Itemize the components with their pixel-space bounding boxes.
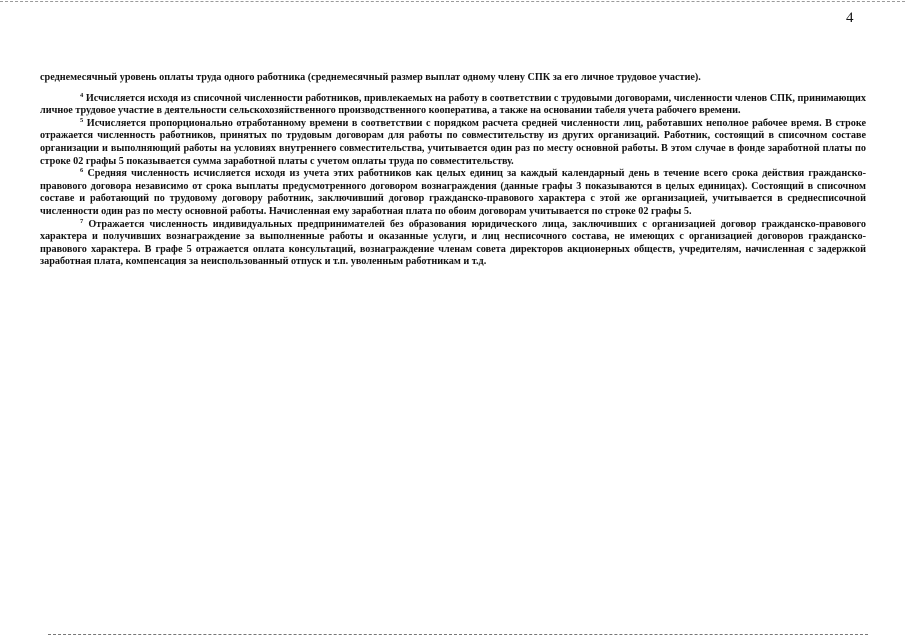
footnote-marker: 4 — [80, 91, 84, 99]
scan-edge-top — [0, 1, 905, 2]
footnote-marker: 7 — [80, 217, 84, 225]
footnote-4 — [40, 93, 866, 118]
paragraph-continuation — [40, 72, 866, 85]
footnote-5 — [40, 118, 866, 168]
footnote-marker: 5 — [80, 116, 84, 124]
footnotes-block — [40, 72, 866, 269]
footnote-7 — [40, 219, 866, 269]
paragraph-text: среднемесячный уровень оплаты труда одного работника (среднемесячный размер выплат одному члену СПК за его личное трудовое участие). — [40, 72, 701, 83]
page-number: 4 — [846, 10, 854, 26]
footnote-text: Средняя численность исчисляется исходя из учета этих работников как целых единиц за каждый календарный день в течение всего срока действия гражданско-правового договора независимо от срока выплаты предусмотренного договором вознаграждения (данные графы 3 показываются в целых единицах). Состоящий в списочном составе и работающий по трудовому договору работник, заключивший договор гражданско-правового характера с этой же организацией, учитывается в среднесписочной численности один раз по месту основной работы. Начисленная ему заработная плата по обоим договорам учитывается по строке 02 графы 5. — [40, 168, 866, 217]
footnote-marker: 6 — [80, 167, 84, 175]
scan-edge-bottom — [48, 634, 868, 635]
footnote-6 — [40, 168, 866, 218]
footnote-text: Отражается численность индивидуальных предпринимателей без образования юридического лица, заключивших с организацией договор гражданско-правового характера и получивших вознаграждение за выполненные работы и оказанные услуги, и лиц несписочного состава, не имеющих с организацией договоров гражданско-правового характера. В графе 5 отражается оплата консультаций, вознаграждение членам совета директоров акционерных обществ, учредителям, начисленная с задержкой заработная плата, компенсация за неиспользованный отпуск и т.п. уволенным работникам и т.д. — [40, 218, 866, 268]
footnote-text: Исчисляется пропорционально отработанному времени в соответствии с порядком расчета средней численности лиц, работавших неполное рабочее время. В строке отражается численность работников, принятых по трудовым договорам для работы по совместительству из других организаций. Работник, состоящий в списочном составе организации и выполняющий работы на условиях внутреннего совместительства, учитывается один раз по месту основной работы. В этом случае в фонде заработной платы по строке 02 графы 5 показывается сумма заработной платы с учетом оплаты труда по совместительству. — [40, 117, 866, 167]
footnote-text: Исчисляется исходя из списочной численности работников, привлекаемых на работу в соответствии с трудовыми договорами, численности членов СПК, принимающих личное трудовое участие в деятельности сельскохозяйственного производственного кооператива, а также на основании табеля учета рабочего времени. — [40, 92, 866, 117]
